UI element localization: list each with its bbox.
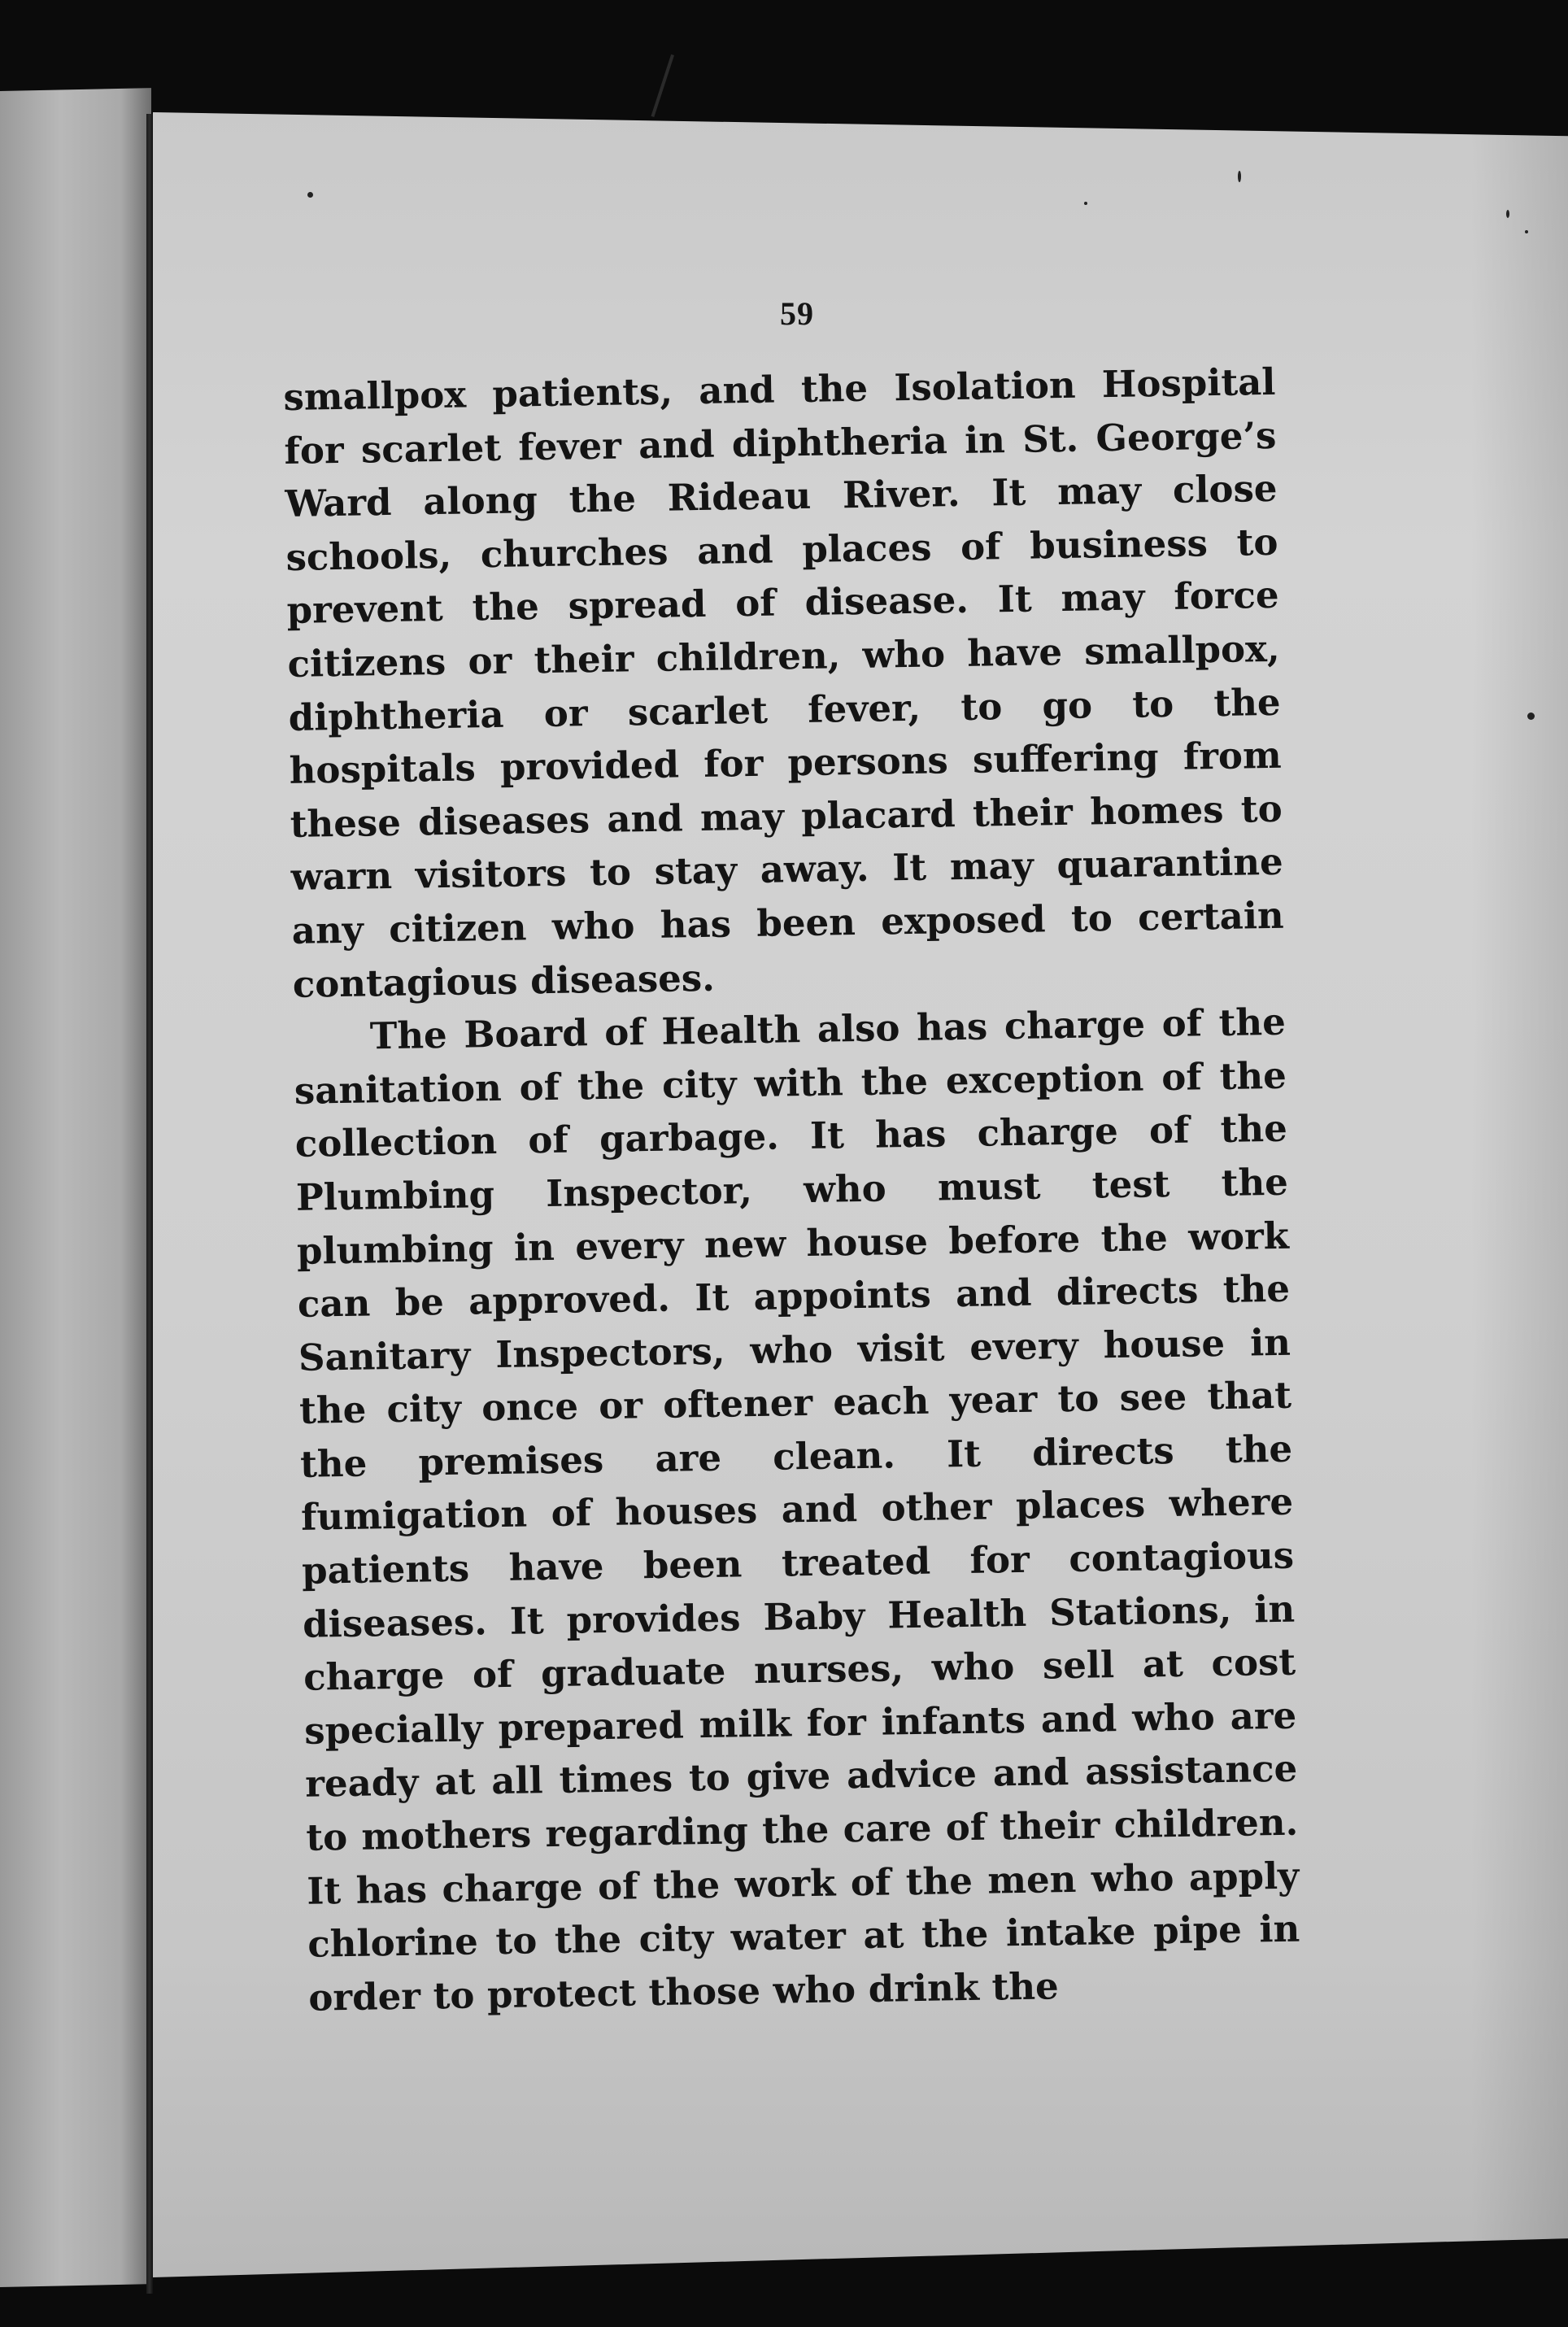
book-gutter [146,114,153,2294]
body-text [283,355,1301,2024]
dust-speck [1084,202,1087,205]
dust-speck [1506,210,1509,218]
paragraph-1: smallpox patients, and the Isolation Hospital for scarlet fever and diphtheria in St. George’s Ward along the Rideau River. It may close schools, churches and places of business to prevent the spread of disease. It may force citizens or their children, who have smallpox, diphtheria or scarlet fever, to go to the hospitals provided for persons suffering from these diseases and may placard their homes to warn visitors to stay away. It may quarantine any citizen who has been exposed to certain contagious diseases. [283,360,1285,1006]
page-shading [1470,112,1568,2277]
page-number: 59 [780,295,814,332]
dust-speck [1527,712,1535,720]
dust-speck [307,192,313,198]
facing-page-edge [0,88,151,2287]
dust-speck [1238,171,1241,182]
dust-speck [1525,230,1528,233]
pen-mark [651,54,697,125]
paragraph-2: The Board of Health also has charge of the sanitation of the city with the exception of the collection of garbage. It has charge of the Plumbing Inspector, who must test the plumbing in every new house before the work can be approved. It appoints and directs the Sanitary Inspectors, who visit every house in the city once or oftener each year to see that the premises are clean. It directs the fumigation of houses and other places where patients have been treated for contagious diseases. It provides Baby Health Stations, in charge of graduate nurses, who sell at cost specially prepared milk for infants and who are ready at all times to give advice and assistance to mothers regarding the care of their children. It has charge of the work of the men who apply chlorine to the city water at the intake pipe in order to protect those who drink the [294,1000,1300,2020]
